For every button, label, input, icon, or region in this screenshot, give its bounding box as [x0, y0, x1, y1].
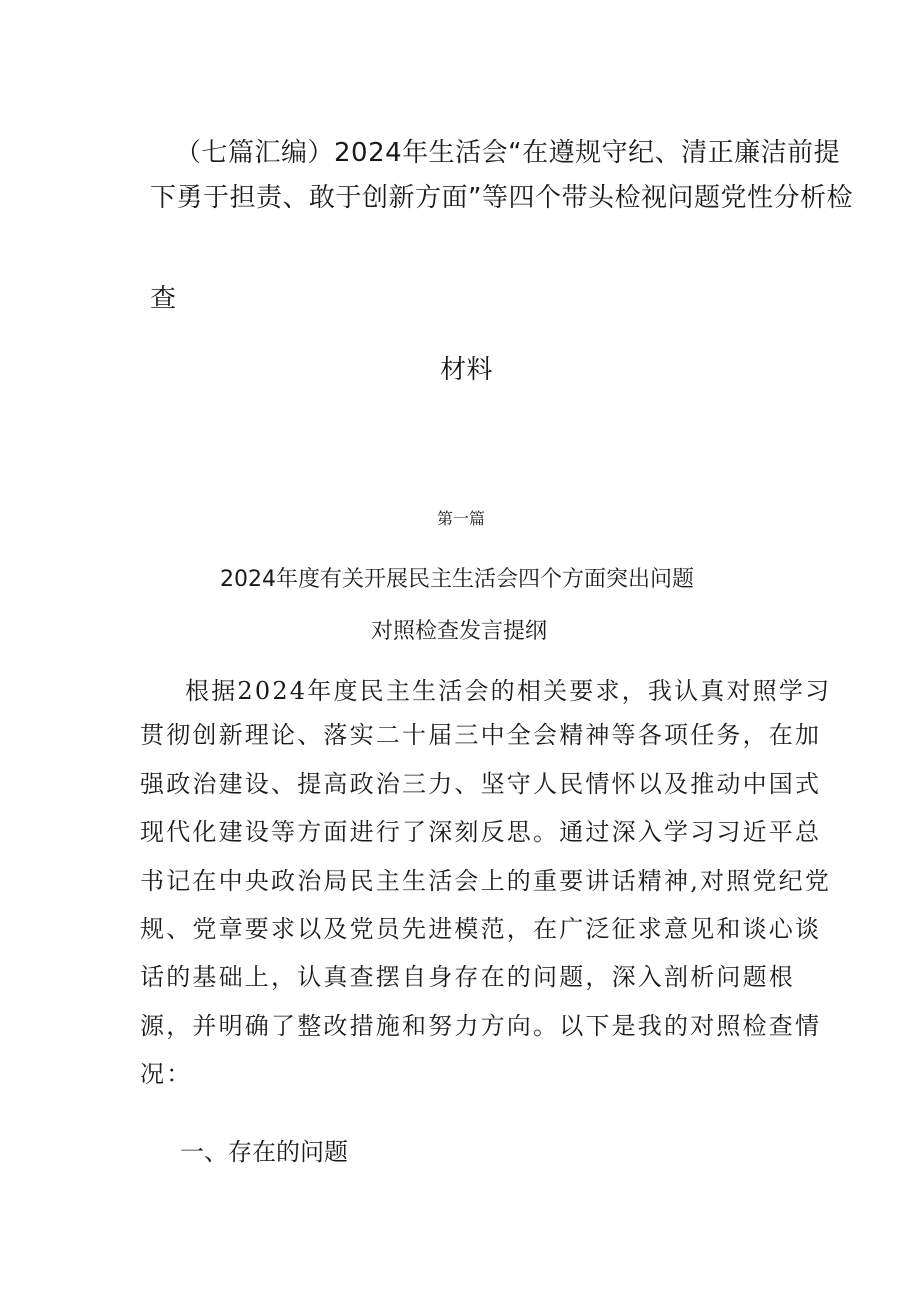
section-heading: 一、存在的问题 [180, 1138, 348, 1166]
body-paragraph-line: 强政治建设、提高政治三力、坚守人民情怀以及推动中国式 [140, 770, 822, 798]
document-title-line-4: 材料 [440, 355, 494, 385]
body-paragraph-line: 话的基础上，认真查摆自身存在的问题，深入剖析问题根 [140, 963, 795, 991]
subtitle-line-1: 2024年度有关开展民主生活会四个方面突出问题 [220, 567, 694, 592]
document-title-line-2: 下勇于担责、敢于创新方面”等四个带头检视问题党性分析检 [150, 183, 853, 213]
subtitle-line-2: 对照检查发言提纲 [371, 619, 548, 644]
body-paragraph-line: 规、党章要求以及党员先进模范，在广泛征求意见和谈心谈 [140, 915, 822, 943]
body-paragraph-line: 贯彻创新理论、落实二十届三中全会精神等各项任务，在加 [140, 721, 822, 749]
body-paragraph-line: 源，并明确了整改措施和努力方向。以下是我的对照检查情 [140, 1012, 822, 1040]
section-label: 第一篇 [437, 509, 486, 528]
document-title-line-1: （七篇汇编）2024年生活会“在遵规守纪、清正廉洁前提 [175, 138, 841, 168]
body-paragraph-line: 根据2024年度民主生活会的相关要求，我认真对照学习 [185, 677, 832, 705]
body-paragraph-line: 况： [140, 1060, 193, 1088]
body-paragraph-line: 现代化建设等方面进行了深刻反思。通过深入学习习近平总 [140, 818, 822, 846]
body-paragraph-line: 书记在中央政治局民主生活会上的重要讲话精神,对照党纪党 [140, 867, 832, 895]
document-title-line-3: 查 [150, 284, 177, 314]
